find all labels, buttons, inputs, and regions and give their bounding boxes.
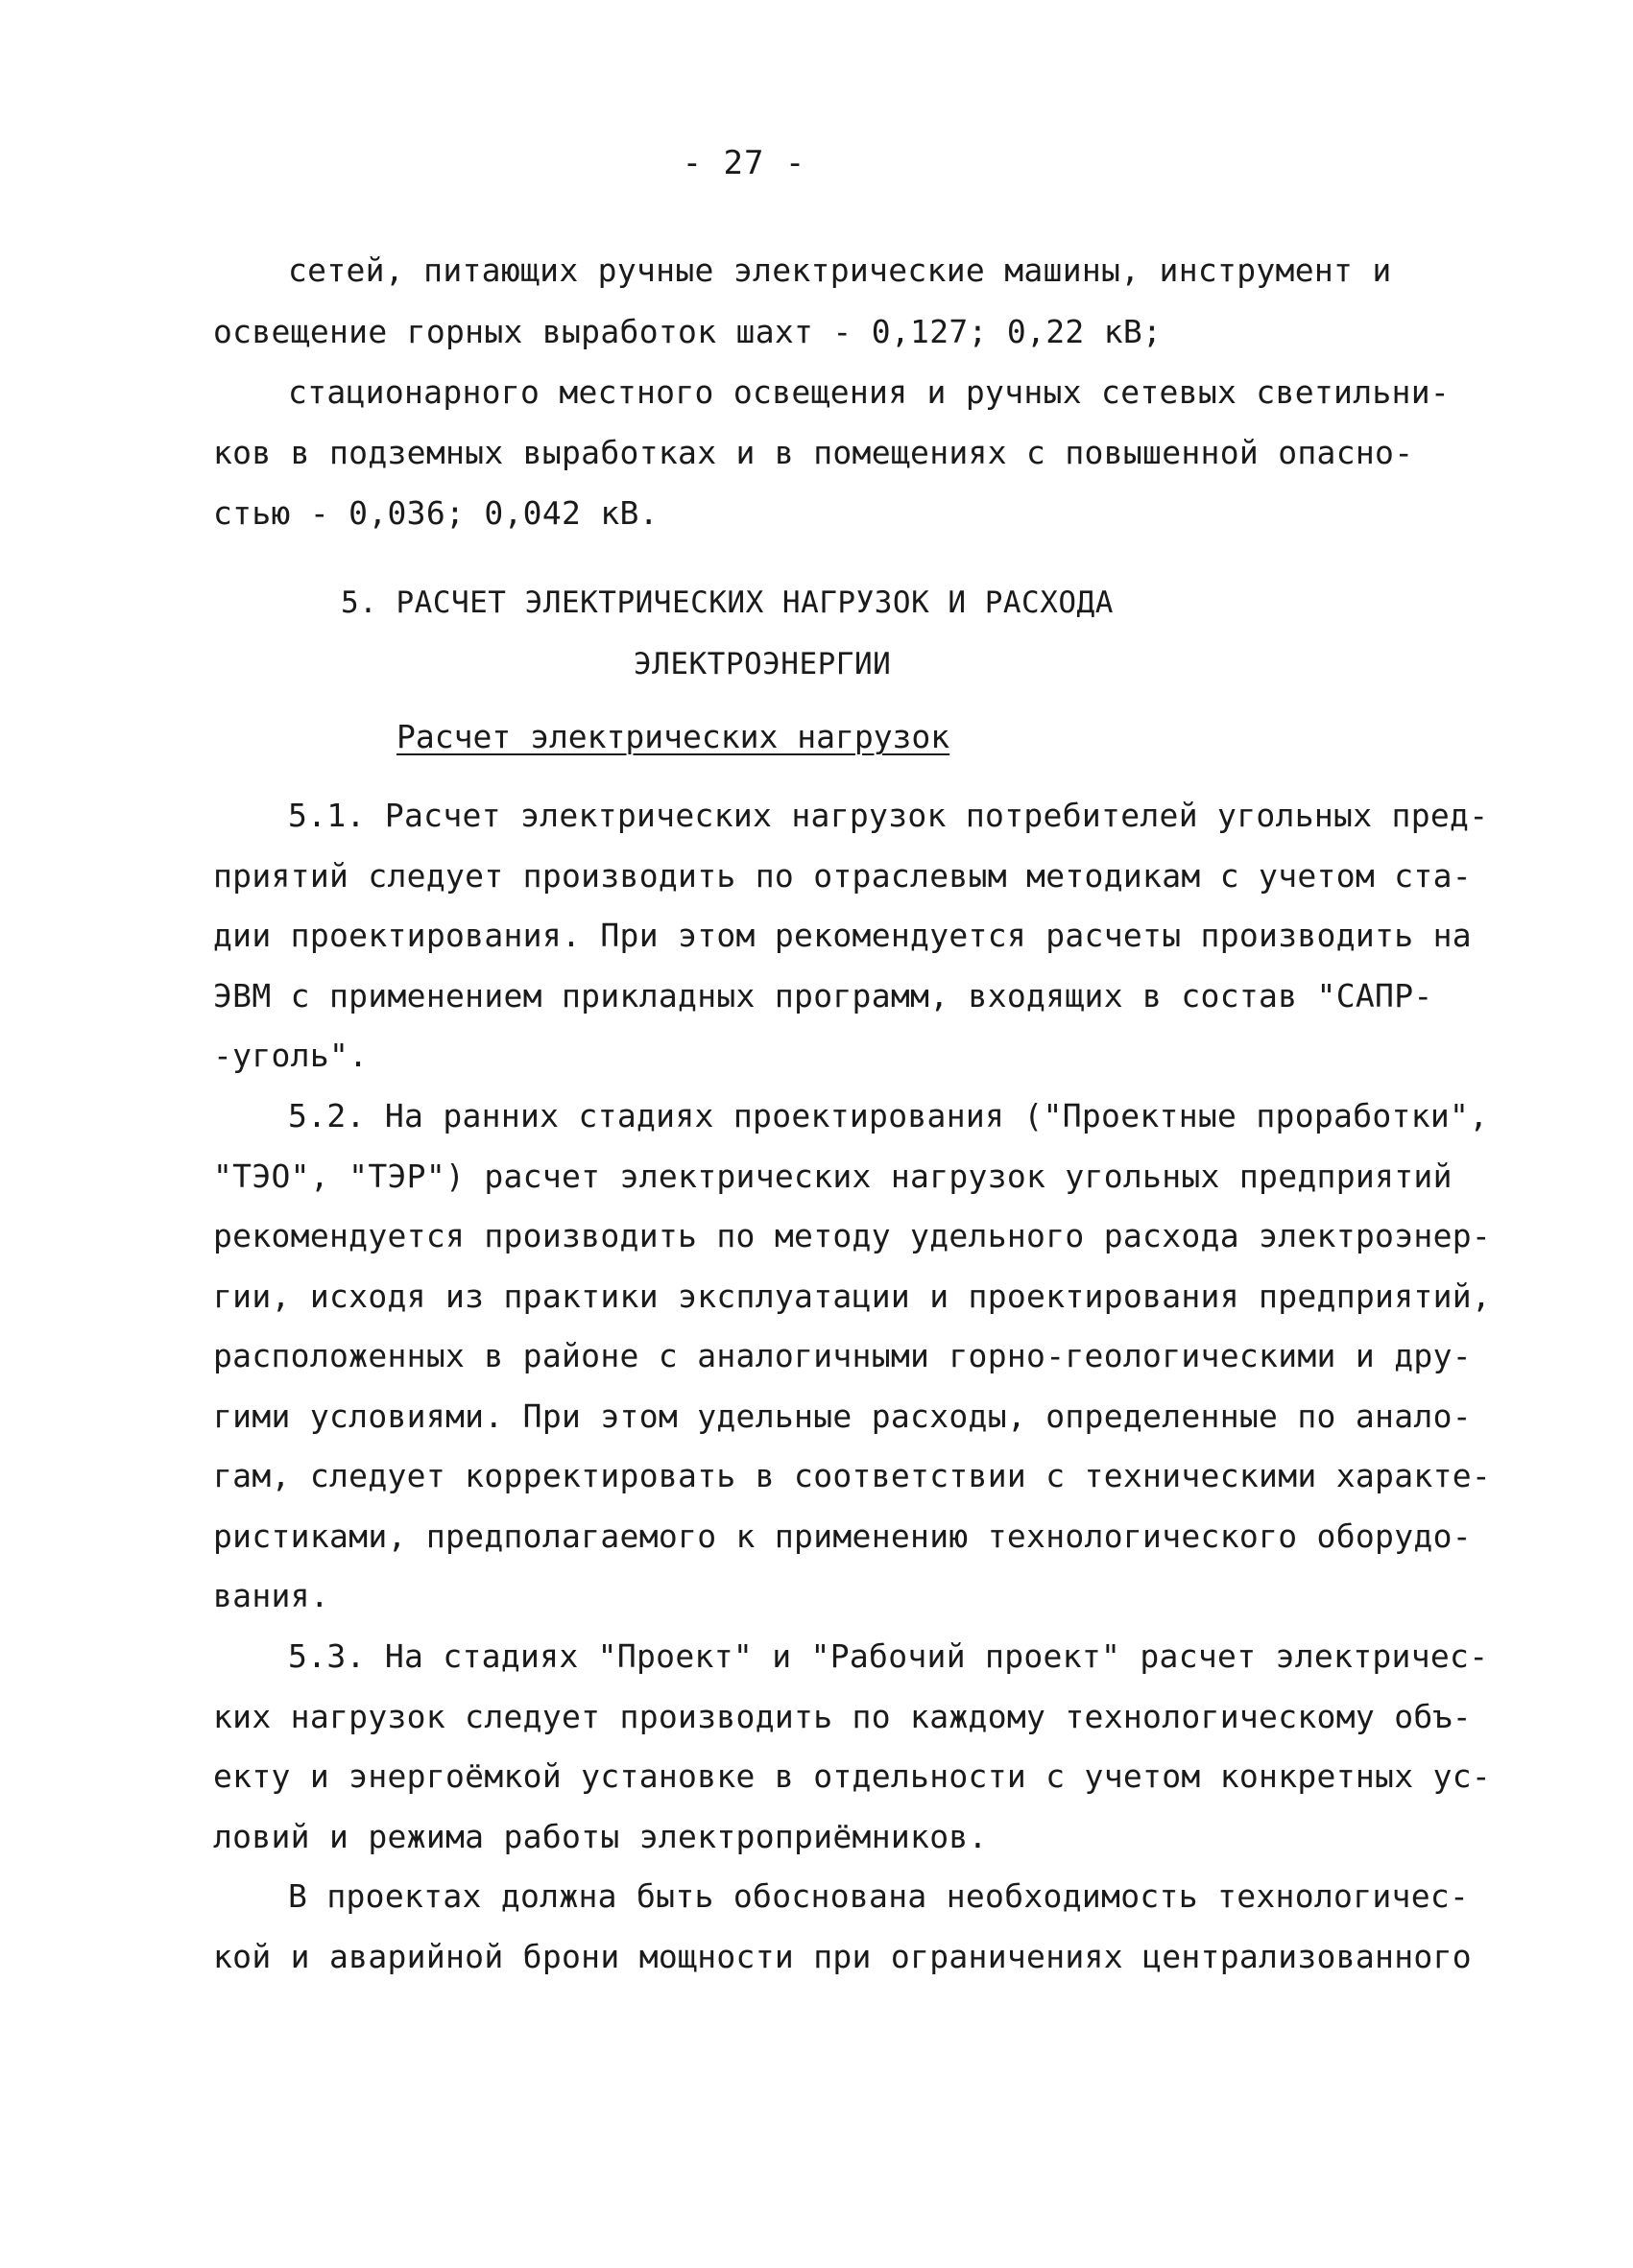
text-line: ЭВМ с применением прикладных программ, входящих в состав "САПР-: [213, 977, 1433, 1015]
page-number: - 27 -: [682, 144, 806, 182]
text-line: "ТЭО", "ТЭР") расчет электрических нагрузок угольных предприятий: [213, 1158, 1453, 1195]
text-line: ристиками, предполагаемого к применению технологического оборудо-: [213, 1517, 1472, 1555]
text-line: расположенных в районе с аналогичными горно-геологическими и дру-: [213, 1337, 1472, 1374]
text-line: 5.3. На стадиях "Проект" и "Рабочий проект" расчет электричес-: [288, 1637, 1489, 1675]
text-line: ловий и режима работы электроприёмников.: [213, 1818, 988, 1855]
section-title-continued: ЭЛЕКТРОЭНЕРГИИ: [634, 647, 892, 681]
text-line: ков в подземных выработках и в помещениях с повышенной опасно-: [213, 434, 1414, 471]
text-line: ких нагрузок следует производить по каждому технологическому объ-: [213, 1698, 1472, 1735]
text-line: В проектах должна быть обоснована необходимость технологичес-: [288, 1877, 1470, 1915]
text-line: рекомендуется производить по методу удельного расхода электроэнер-: [213, 1217, 1492, 1254]
text-line: сетей, питающих ручные электрические машины, инструмент и: [288, 251, 1392, 289]
subsection-title: Расчет электрических нагрузок: [396, 718, 950, 755]
text-line: гам, следует корректировать в соответствии с техническими характе-: [213, 1457, 1492, 1494]
text-line: -уголь".: [213, 1037, 369, 1074]
text-line: освещение горных выработок шахт - 0,127; 0,22 кВ;: [213, 313, 1163, 350]
text-line: приятий следует производить по отраслевым методикам с учетом ста-: [213, 857, 1472, 895]
text-line: вания.: [213, 1577, 330, 1614]
text-line: екту и энергоёмкой установке в отдельности с учетом конкретных ус-: [213, 1757, 1492, 1795]
text-line: дии проектирования. При этом рекомендуется расчеты производить на: [213, 917, 1472, 954]
text-line: 5.2. На ранних стадиях проектирования ("Проектные проработки",: [288, 1097, 1489, 1134]
text-line: 5.1. Расчет электрических нагрузок потребителей угольных пред-: [288, 797, 1489, 834]
text-line: гими условиями. При этом удельные расходы, определенные по анало-: [213, 1397, 1472, 1435]
text-line: кой и аварийной брони мощности при ограничениях централизованного: [213, 1938, 1472, 1975]
text-line: стью - 0,036; 0,042 кВ.: [213, 494, 659, 532]
text-line: гии, исходя из практики эксплуатации и проектирования предприятий,: [213, 1277, 1492, 1315]
text-line: стационарного местного освещения и ручных сетевых светильни-: [288, 373, 1451, 411]
section-title: 5. РАСЧЕТ ЭЛЕКТРИЧЕСКИХ НАГРУЗОК И РАСХОДА: [341, 585, 1114, 620]
